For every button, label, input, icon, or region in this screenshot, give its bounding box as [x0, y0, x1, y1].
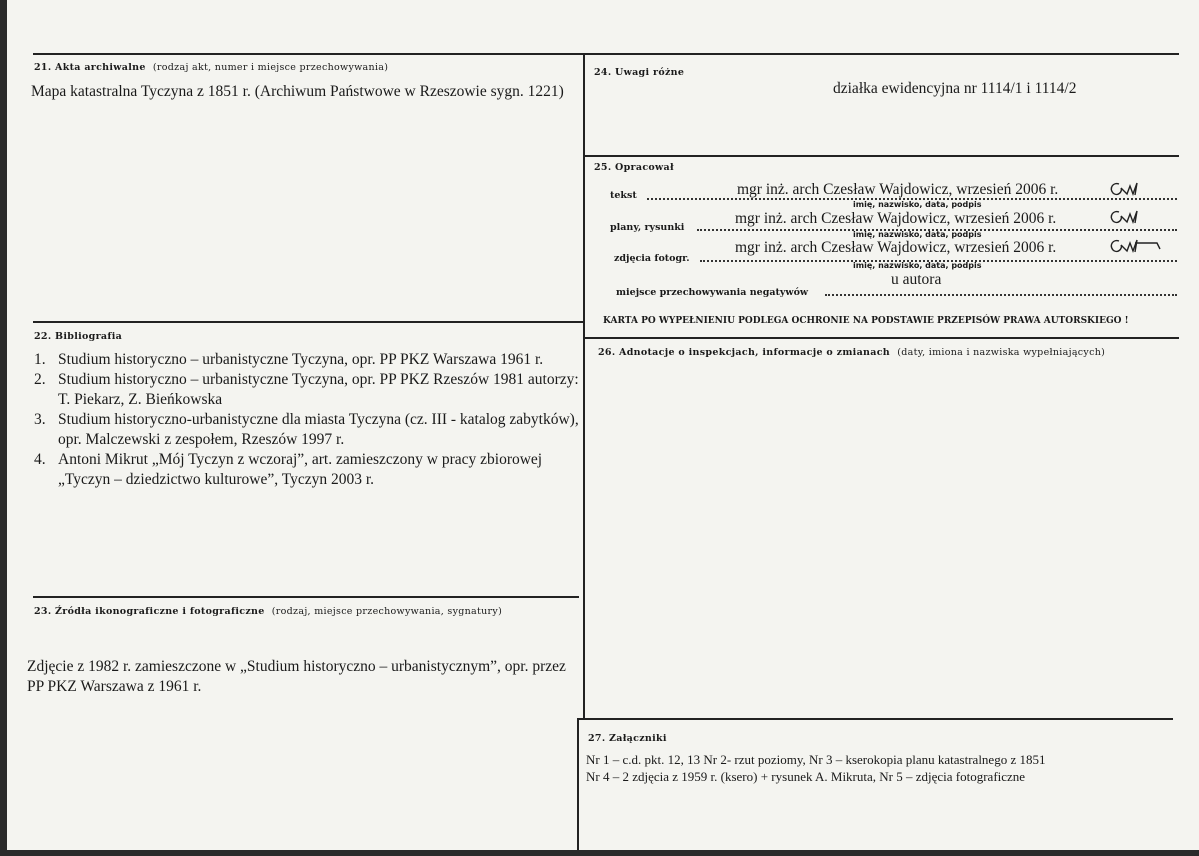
section-25-title: 25. Opracował — [594, 162, 674, 173]
section-23-title: 23. Źródła ikonograficzne i fotograficzne — [34, 606, 265, 617]
signature-icon — [1107, 178, 1147, 200]
section-21-title: 21. Akta archiwalne — [34, 62, 146, 73]
signature-icon — [1107, 206, 1147, 228]
bibliography-list — [34, 350, 579, 490]
tekst-label: tekst — [610, 190, 637, 201]
plany-label: plany, rysunki — [610, 222, 685, 233]
section-21-heading — [34, 62, 388, 73]
zdjecia-value: mgr inż. arch Czesław Wajdowicz, wrzesień 2006 r. — [735, 239, 1057, 256]
divider-top — [33, 53, 1179, 55]
section-23-text: Zdjęcie z 1982 r. zamieszczone w „Studium historyczno – urbanistycznym”, opr. przez PP PKZ Warszawa z 1961 r. — [27, 658, 566, 695]
signature-icon — [1107, 235, 1163, 259]
divider-26-27 — [577, 718, 1173, 720]
negatives-value: u autora — [891, 271, 942, 288]
divider-25-26 — [583, 337, 1179, 339]
tekst-value: mgr inż. arch Czesław Wajdowicz, wrzesień 2006 r. — [737, 181, 1059, 198]
list-item: 1. Studium historyczno – urbanistyczne Tyczyna, opr. PP PKZ Warszawa 1961 r. — [34, 351, 544, 368]
section-24-text: działka ewidencyjna nr 1114/1 i 1114/2 — [833, 80, 1077, 97]
negatives-label: miejsce przechowywania negatywów — [616, 287, 809, 298]
section-21-subtitle: (rodzaj akt, numer i miejsce przechowywania) — [152, 62, 389, 73]
list-item: 3. Studium historyczno-urbanistyczne dla miasta Tyczyna (cz. III - katalog zabytków), opr. Malczewski z zespołem, Rzeszów 1997 r. — [34, 411, 579, 448]
section-26-subtitle: (daty, imiona i nazwiska wypełniających) — [897, 347, 1106, 358]
copyright-notice: KARTA PO WYPEŁNIENIU PODLEGA OCHRONIE NA PODSTAWIE PRZEPISÓW PRAWA AUTORSKIEGO ! — [603, 316, 1129, 326]
tekst-caption: imię, nazwisko, data, podpis — [853, 200, 982, 209]
divider-column-lower — [577, 718, 579, 850]
list-item: 4. Antoni Mikrut „Mój Tyczyn z wczoraj”, art. zamieszczony w pracy zbiorowej „Tyczyn – dziedzictwo kulturowe”, Tyczyn 2003 r. — [34, 451, 543, 488]
section-23-subtitle: (rodzaj, miejsce przechowywania, sygnatury) — [271, 606, 503, 617]
list-item: 2. Studium historyczno – urbanistyczne Tyczyna, opr. PP PKZ Rzeszów 1981 autorzy: T. Piekarz, Z. Bieńkowska — [34, 371, 579, 408]
attachments-line-2: Nr 4 – 2 zdjęcia z 1959 r. (ksero) + rysunek A. Mikruta, Nr 5 – zdjęcia fotograficzne — [586, 769, 1026, 784]
attachments-line-1: Nr 1 – c.d. pkt. 12, 13 Nr 2- rzut poziomy, Nr 3 – kserokopia planu katastralnego z 1851 — [586, 752, 1046, 767]
divider-column — [583, 53, 585, 718]
plany-caption: imię, nazwisko, data, podpis — [853, 230, 982, 239]
plany-value: mgr inż. arch Czesław Wajdowicz, wrzesień 2006 r. — [735, 210, 1057, 227]
divider-24-25 — [583, 155, 1179, 157]
divider-22-23 — [33, 596, 579, 598]
section-24-title: 24. Uwagi różne — [594, 67, 685, 78]
section-21-text: Mapa katastralna Tyczyna z 1851 r. (Archiwum Państwowe w Rzeszowie sygn. 1221) — [31, 83, 564, 100]
negatives-dotted-line — [825, 294, 1177, 296]
section-26-title: 26. Adnotacje o inspekcjach, informacje o zmianach — [598, 347, 891, 358]
section-26-heading — [598, 347, 1105, 358]
section-23-heading — [34, 606, 502, 617]
zdjecia-label: zdjęcia fotogr. — [614, 253, 690, 264]
section-27-title: 27. Załączniki — [588, 733, 667, 744]
zdjecia-caption: imię, nazwisko, data, podpis — [853, 261, 982, 270]
divider-21-22 — [33, 321, 585, 323]
section-22-title: 22. Bibliografia — [34, 331, 123, 342]
